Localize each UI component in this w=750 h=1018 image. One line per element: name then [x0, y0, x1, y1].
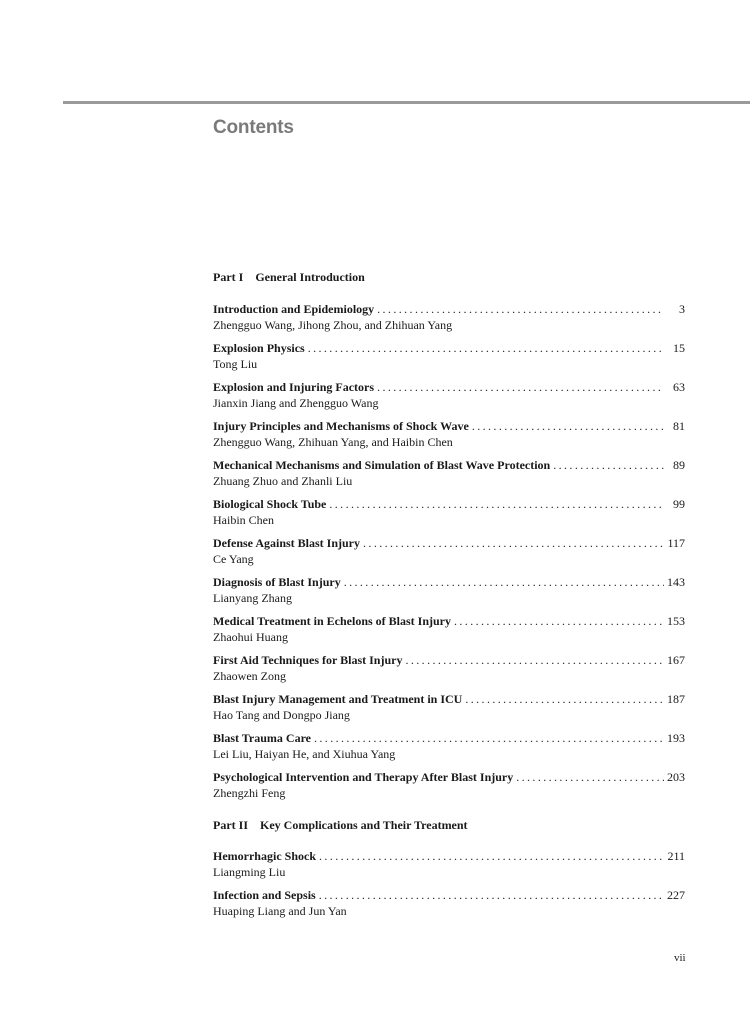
chapter-page: 63: [673, 380, 685, 394]
chapter-title: Introduction and Epidemiology: [213, 302, 375, 316]
chapter-page: 15: [673, 341, 685, 355]
dot-leader: [344, 574, 664, 590]
chapter-title: Diagnosis of Blast Injury: [213, 575, 341, 589]
chapter-title: Explosion Physics: [213, 341, 305, 355]
chapter-page: 143: [667, 575, 685, 589]
chapter-page: 203: [667, 770, 685, 784]
chapter-page: 99: [673, 497, 685, 511]
chapter-authors: Liangming Liu: [213, 865, 286, 879]
chapter-authors: Lianyang Zhang: [213, 591, 292, 605]
chapter-authors: Lei Liu, Haiyan He, and Xiuhua Yang: [213, 747, 396, 761]
toc-entry[interactable]: [213, 613, 685, 645]
chapter-title: Hemorrhagic Shock: [213, 849, 316, 863]
dot-leader: [472, 418, 664, 434]
chapter-page: 227: [667, 888, 685, 902]
toc-entry[interactable]: [213, 691, 685, 723]
dot-leader: [319, 887, 664, 903]
toc-entry[interactable]: [213, 887, 685, 919]
dot-leader: [405, 652, 664, 668]
page-number: vii: [674, 952, 686, 964]
dot-leader: [377, 301, 664, 317]
toc-entry[interactable]: [213, 652, 685, 684]
toc-entry[interactable]: [213, 769, 685, 801]
dot-leader: [465, 691, 664, 707]
chapter-authors: Huaping Liang and Jun Yan: [213, 904, 347, 918]
chapter-title: Injury Principles and Mechanisms of Shock Wave: [213, 419, 469, 433]
chapter-authors: Zhaowen Zong: [213, 669, 286, 683]
header-rule: [63, 101, 750, 104]
dot-leader: [377, 379, 664, 395]
chapter-page: 187: [667, 692, 685, 706]
toc-entry[interactable]: [213, 535, 685, 567]
chapter-authors: Haibin Chen: [213, 513, 274, 527]
toc-entry[interactable]: [213, 457, 685, 489]
chapter-page: 117: [667, 536, 685, 550]
dot-leader: [308, 340, 664, 356]
chapter-authors: Zhengzhi Feng: [213, 786, 286, 800]
dot-leader: [516, 769, 664, 785]
chapter-authors: Tong Liu: [213, 357, 258, 371]
chapter-title: Psychological Intervention and Therapy After Blast Injury: [213, 770, 514, 784]
part-1-heading: Part I General Introduction: [213, 270, 365, 284]
chapter-title: First Aid Techniques for Blast Injury: [213, 653, 403, 667]
dot-leader: [319, 848, 664, 864]
dot-leader: [314, 730, 664, 746]
chapter-authors: Zhengguo Wang, Zhihuan Yang, and Haibin Chen: [213, 435, 453, 449]
dot-leader: [329, 496, 664, 512]
chapter-title: Blast Trauma Care: [213, 731, 311, 745]
chapter-authors: Hao Tang and Dongpo Jiang: [213, 708, 350, 722]
toc-entry[interactable]: [213, 301, 685, 333]
toc-entry[interactable]: [213, 340, 685, 372]
chapter-title: Infection and Sepsis: [213, 888, 316, 902]
chapter-authors: Zhengguo Wang, Jihong Zhou, and Zhihuan Yang: [213, 318, 453, 332]
chapter-title: Explosion and Injuring Factors: [213, 380, 375, 394]
chapter-title: Defense Against Blast Injury: [213, 536, 361, 550]
chapter-page: 153: [667, 614, 685, 628]
chapter-page: 3: [679, 302, 685, 316]
toc-entry[interactable]: [213, 418, 685, 450]
chapter-page: 193: [667, 731, 685, 745]
toc-entry[interactable]: [213, 730, 685, 762]
chapter-page: 211: [667, 849, 685, 863]
toc-entry[interactable]: [213, 574, 685, 606]
part-2-heading: Part II Key Complications and Their Treatment: [213, 818, 468, 832]
toc-entry[interactable]: [213, 848, 685, 880]
chapter-page: 89: [673, 458, 685, 472]
chapter-page: 167: [667, 653, 685, 667]
toc-entry[interactable]: [213, 379, 685, 411]
chapter-authors: Jianxin Jiang and Zhengguo Wang: [213, 396, 379, 410]
dot-leader: [363, 535, 664, 551]
dot-leader: [454, 613, 664, 629]
chapter-authors: Zhuang Zhuo and Zhanli Liu: [213, 474, 353, 488]
chapter-page: 81: [673, 419, 685, 433]
chapter-title: Blast Injury Management and Treatment in ICU: [213, 692, 463, 706]
chapter-authors: Zhaohui Huang: [213, 630, 288, 644]
toc-entry[interactable]: [213, 496, 685, 528]
page-title: Contents: [213, 117, 294, 138]
chapter-title: Medical Treatment in Echelons of Blast Injury: [213, 614, 451, 628]
chapter-title: Biological Shock Tube: [213, 497, 327, 511]
chapter-title: Mechanical Mechanisms and Simulation of Blast Wave Protection: [213, 458, 551, 472]
chapter-authors: Ce Yang: [213, 552, 254, 566]
dot-leader: [553, 457, 664, 473]
